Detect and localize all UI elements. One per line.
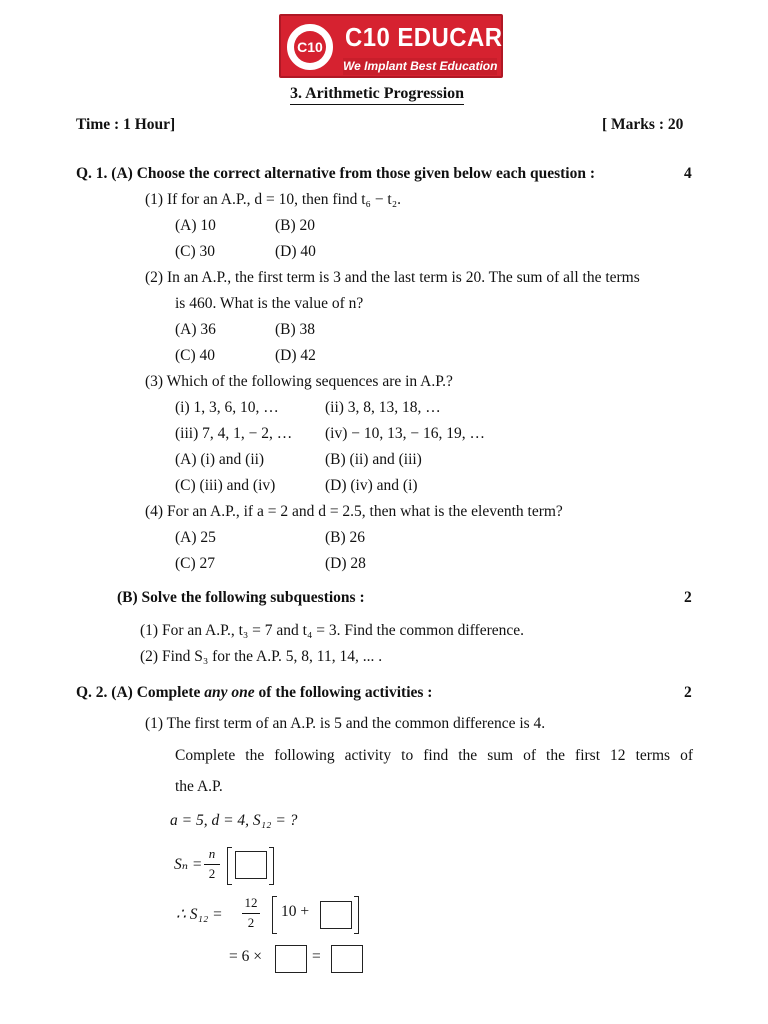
therefore-frac-bar [242, 913, 260, 914]
q1a-marks: 4 [684, 165, 692, 182]
q2a-heading [76, 684, 432, 702]
therefore-ten-plus: 10 + [281, 903, 310, 920]
q1-option-d: (D) 40 [275, 243, 316, 260]
q2a-heading-suffix: of the following activities : [254, 684, 433, 701]
q3-option-a: (A) (i) and (ii) [175, 451, 265, 468]
q2-option-a: (A) 36 [175, 321, 216, 338]
activity-intro: (1) The first term of an A.P. is 5 and the common difference is 4. [145, 715, 546, 732]
q2a-heading-emph: any one [204, 684, 255, 701]
q1-option-c: (C) 30 [175, 243, 216, 260]
therefore-lhs: ∴ S₁₂ = [176, 906, 223, 923]
logo-mark-icon [287, 24, 333, 70]
logo-name: C10 EDUCARE [345, 22, 519, 52]
q1b-sub1: (1) For an A.P., t₃ = 7 and t₄ = 3. Find the common difference. [140, 622, 525, 639]
q4-question: (4) For an A.P., if a = 2 and d = 2.5, then what is the eleventh term? [145, 503, 563, 520]
result-blank-box [331, 945, 363, 973]
q1b-marks: 2 [684, 589, 692, 606]
q4-option-d: (D) 28 [325, 555, 366, 572]
q1b-sub2: (2) Find S₃ for the A.P. 5, 8, 11, 14, ... . [140, 648, 383, 665]
formula-left-bracket [227, 847, 232, 885]
q3-seq-i: (i) 1, 3, 6, 10, … [175, 399, 279, 416]
q2a-marks: 2 [684, 684, 692, 701]
six-times: = 6 × [229, 948, 262, 965]
formula-frac-num: n [208, 846, 216, 861]
q4-option-c: (C) 27 [175, 555, 216, 572]
product-blank-box [275, 945, 307, 973]
q1-option-a: (A) 10 [175, 217, 216, 234]
activity-instruction-line1: Complete the following activity to find the sum of the first 12 terms of [175, 747, 693, 764]
formula-right-bracket [269, 847, 274, 885]
logo-mark-text: C10 [294, 31, 326, 63]
chapter-title: 3. Arithmetic Progression [290, 85, 464, 105]
q2-option-b: (B) 38 [275, 321, 316, 338]
logo-tagline: We Implant Best Education [343, 59, 498, 73]
q2-option-d: (D) 42 [275, 347, 316, 364]
q3-seq-ii: (ii) 3, 8, 13, 18, … [325, 399, 441, 416]
q2a-heading-prefix: Q. 2. (A) Complete [76, 684, 205, 701]
q2-question-line1: (2) In an A.P., the first term is 3 and the last term is 20. The sum of all the terms [145, 269, 640, 286]
q1-option-b: (B) 20 [275, 217, 316, 234]
q2-option-c: (C) 40 [175, 347, 216, 364]
formula-lhs: Sₙ = [174, 856, 203, 873]
activity-given: a = 5, d = 4, S₁₂ = ? [170, 812, 298, 829]
therefore-left-bracket [272, 896, 277, 934]
final-equals: = [312, 948, 321, 965]
q3-option-d: (D) (iv) and (i) [325, 477, 418, 494]
formula-frac-bar [204, 864, 220, 865]
q1b-heading: (B) Solve the following subquestions : [117, 589, 365, 606]
time-label: Time : 1 Hour] [76, 116, 176, 133]
q1a-heading: Q. 1. (A) Choose the correct alternative from those given below each question : [76, 165, 596, 182]
therefore-frac-den: 2 [247, 915, 255, 930]
activity-instruction-line2: the A.P. [175, 778, 223, 795]
q2-question-line2: is 460. What is the value of n? [175, 295, 364, 312]
q4-option-b: (B) 26 [325, 529, 366, 546]
q3-option-b: (B) (ii) and (iii) [325, 451, 422, 468]
q3-seq-iii: (iii) 7, 4, 1, − 2, … [175, 425, 293, 442]
therefore-frac-num: 12 [244, 895, 258, 910]
q4-option-a: (A) 25 [175, 529, 216, 546]
brand-logo [279, 14, 519, 78]
q3-question: (3) Which of the following sequences are in A.P.? [145, 373, 453, 390]
marks-label: [ Marks : 20 [602, 116, 684, 133]
formula-frac-den: 2 [208, 866, 216, 881]
therefore-right-bracket [354, 896, 359, 934]
formula-blank-box [235, 851, 267, 879]
q1-question: (1) If for an A.P., d = 10, then find t₆ − t₂. [145, 191, 402, 208]
q3-option-c: (C) (iii) and (iv) [175, 477, 276, 494]
q3-seq-iv: (iv) − 10, 13, − 16, 19, … [325, 425, 485, 442]
therefore-blank-box [320, 901, 352, 929]
